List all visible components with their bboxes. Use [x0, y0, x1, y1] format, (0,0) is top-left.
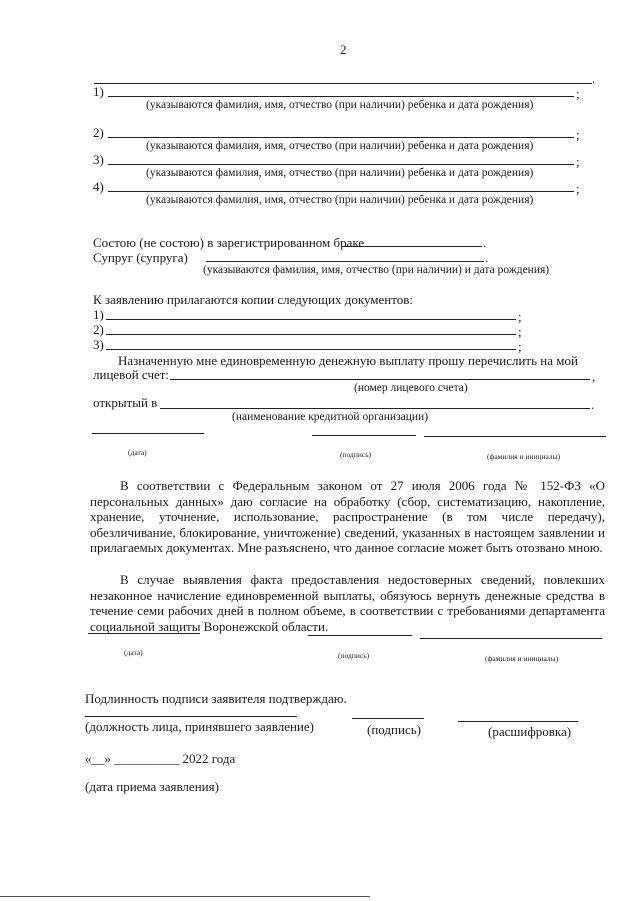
payment-text: Назначенную мне единовременную денежную выплату прошу перечислить на мой: [118, 353, 578, 368]
date-field[interactable]: [92, 433, 204, 434]
bank-field[interactable]: [160, 408, 590, 409]
account-label: лицевой счет:: [93, 367, 170, 382]
child-field[interactable]: [108, 137, 574, 138]
spouse-label: Супруг (супруга): [93, 250, 188, 265]
line-end: .: [485, 250, 489, 265]
name-field[interactable]: [420, 638, 602, 639]
marriage-field[interactable]: [342, 246, 482, 247]
line-end: ;: [576, 127, 580, 142]
spouse-field[interactable]: [206, 261, 484, 262]
signature-caption: (подпись): [338, 651, 370, 660]
position-caption: (должность лица, принявшего заявление): [85, 719, 314, 734]
page-number: 2: [340, 42, 347, 57]
child-number: 2): [93, 125, 104, 140]
child-number: 4): [93, 179, 104, 194]
acceptance-date: «__» __________ 2022 года: [85, 751, 236, 766]
document-number: 3): [93, 337, 104, 352]
line-end: .: [591, 397, 595, 412]
bank-caption: (наименование кредитной организации): [232, 411, 429, 423]
acceptance-date-caption: (дата приема заявления): [85, 779, 219, 794]
line-end: ;: [518, 324, 522, 339]
decode-caption: (расшифровка): [488, 724, 572, 739]
name-field[interactable]: [424, 436, 606, 437]
documents-heading: К заявлению прилагаются копии следующих документов:: [93, 292, 414, 307]
signature-caption: (подпись): [367, 722, 421, 737]
line-end: ;: [576, 154, 580, 169]
line-end: ;: [518, 309, 522, 324]
account-caption: (номер лицевого счета): [354, 382, 468, 394]
document-number: 1): [93, 307, 104, 322]
account-field[interactable]: [170, 379, 590, 380]
child-caption: (указываются фамилия, имя, отчество (при наличии) ребенка и дата рождения): [146, 140, 534, 152]
date-field[interactable]: [88, 633, 200, 634]
document-field[interactable]: [106, 319, 516, 320]
signature-field[interactable]: [352, 718, 424, 719]
child-number: 1): [93, 84, 104, 99]
blank-line: [94, 83, 592, 84]
bank-label: открытый в: [93, 395, 158, 410]
line-end: ,: [592, 369, 596, 384]
child-caption: (указываются фамилия, имя, отчество (при наличии) ребенка и дата рождения): [146, 167, 534, 179]
signature-field[interactable]: [312, 435, 416, 436]
decode-field[interactable]: [458, 721, 578, 722]
name-caption: (фамилия и инициалы): [485, 654, 559, 663]
consent-paragraph: В соответствии с Федеральным законом от 27 июля 2006 года № 152-ФЗ «О персональных данных» даю согласие на обработку (сбор, систематизацию, накопление, хранение, уточнение, использование, распространение (в том числе передачу), обезличивание, блокирование, уничтожение) сведений, указанных в настоящем заявлении и прилагаемых документах. Мне разъяснено, что данное согласие может быть отозвано мною.: [90, 478, 605, 556]
child-caption: (указываются фамилия, имя, отчество (при наличии) ребенка и дата рождения): [146, 194, 534, 206]
child-field[interactable]: [108, 164, 574, 165]
marriage-label: Состою (не состою) в зарегистрированном браке: [93, 235, 365, 250]
spouse-caption: (указываются фамилия, имя, отчество (при наличии) и дата рождения): [203, 264, 550, 276]
position-field[interactable]: [85, 716, 297, 717]
line-end: .: [592, 71, 596, 86]
date-caption: (дата): [128, 448, 147, 457]
child-number: 3): [93, 152, 104, 167]
line-end: ;: [518, 339, 522, 354]
line-end: ;: [576, 86, 580, 101]
document-number: 2): [93, 322, 104, 337]
child-field[interactable]: [108, 96, 574, 97]
document-field[interactable]: [106, 334, 516, 335]
verify-heading: Подлинность подписи заявителя подтверждаю.: [85, 691, 347, 706]
liability-paragraph: В случае выявления факта предоставления недостоверных сведений, повлекших незаконное начисление единовременной выплаты, обязуюсь вернуть денежные средства в течение семи рабочих дней в полном объеме, в соответствии с требованиями департамента социальной защиты Воронежской области.: [90, 572, 605, 634]
line-end: ;: [576, 181, 580, 196]
signature-caption: (подпись): [340, 450, 372, 459]
child-field[interactable]: [108, 191, 574, 192]
signature-field[interactable]: [308, 635, 412, 636]
page-bottom-rule: [0, 896, 370, 897]
date-caption: (дата): [124, 648, 143, 657]
name-caption: (фамилия и инициалы): [487, 452, 561, 461]
line-end: .: [483, 235, 487, 250]
document-field[interactable]: [106, 349, 516, 350]
child-caption: (указываются фамилия, имя, отчество (при наличии) ребенка и дата рождения): [146, 99, 534, 111]
